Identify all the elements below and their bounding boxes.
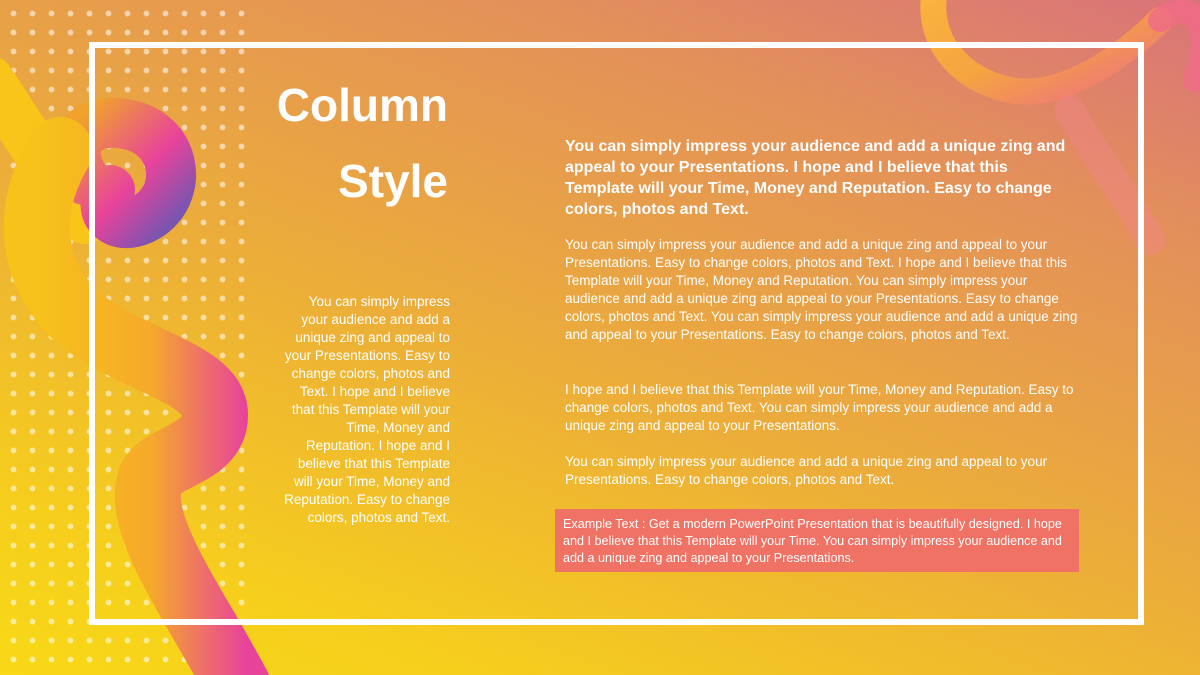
headline-text: You can simply impress your audience and add a unique zing and appeal to your Presentations. I hope and I believe that this Template will your Time, Money and Reputation. Easy to change colors, photos and Text. (565, 138, 1066, 218)
left-column-text: You can simply impress your audience and add a unique zing and appeal to your Presentations. Easy to change colors, photos and Text. I hope and I believe that this Template will your Time, Money and Reputation. I hope and I believe that this Template will your Time, Money and Reputation. Easy to change colors, photos and Text. (284, 294, 450, 525)
title-line-2: Style (338, 155, 448, 207)
body-paragraph-1: You can simply impress your audience and add a unique zing and appeal to your Presentations. Easy to change colors, photos and Text. I hope and I believe that this Template will your Time, Money and Reputation. You can simply impress your audience and add a unique zing and appeal to your Presentations. Easy to change colors, photos and Text. You can simply impress your audience and add a unique zing and appeal to your Presentations. Easy to change colors, photos and Text. (565, 237, 1078, 342)
body-paragraph-3: You can simply impress your audience and add a unique zing and appeal to your Presentations. Easy to change colors, photos and Text. (565, 454, 1048, 487)
title-line-1: Column (276, 79, 448, 131)
body-paragraph-2: I hope and I believe that this Template will your Time, Money and Reputation. Easy to change colors, photos and Text. You can simply impress your audience and add a unique zing and appeal to your Presentations. (565, 382, 1074, 433)
example-text-box: Example Text : Get a modern PowerPoint Presentation that is beautifully designed. I hope and I believe that this Template will your Time. You can simply impress your audience and add a unique zing and appeal to your Presentations. (555, 509, 1079, 572)
